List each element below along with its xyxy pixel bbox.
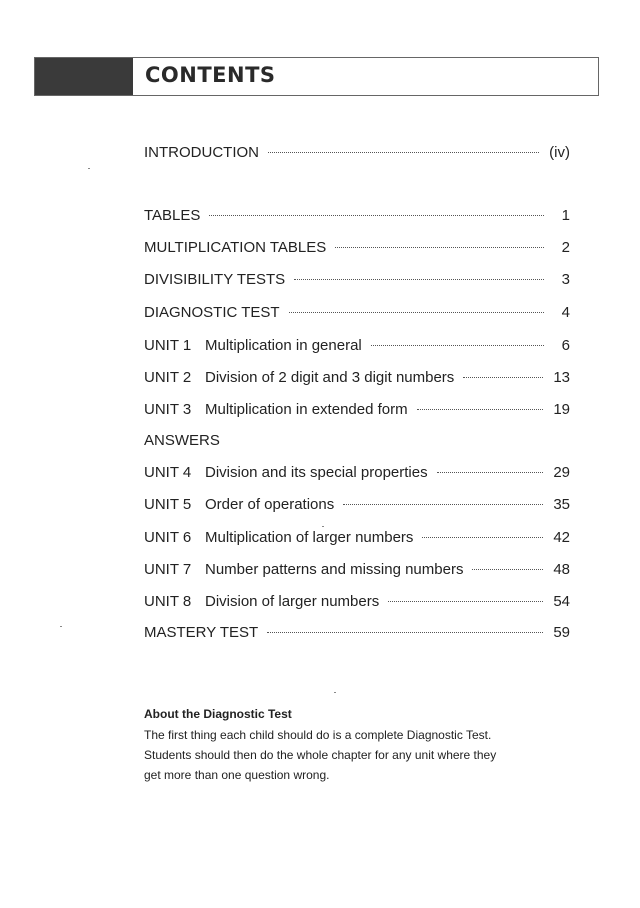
toc-leader-dots: [437, 472, 544, 473]
toc-row: [144, 337, 570, 359]
toc-page-number: 35: [553, 496, 570, 513]
toc-row: [144, 561, 570, 583]
toc-title: DIAGNOSTIC TEST: [144, 304, 280, 321]
toc-row: [144, 369, 570, 391]
toc-leader-dots: [209, 215, 544, 216]
toc-page-number: 4: [561, 304, 570, 321]
toc-row: [144, 593, 570, 615]
toc-page-number: 2: [561, 239, 570, 256]
toc-leader-dots: [417, 409, 544, 410]
header-dark-block: [35, 58, 133, 95]
toc-unit-label: UNIT 3: [144, 401, 192, 418]
scan-speck: [88, 168, 90, 169]
toc-row: [144, 529, 570, 551]
scan-speck: [60, 626, 62, 627]
toc-title: TABLES: [144, 207, 201, 224]
toc-title: Multiplication of larger numbers: [205, 529, 414, 546]
toc-title: Number patterns and missing numbers: [205, 561, 464, 578]
toc-title: Order of operations: [205, 496, 335, 513]
toc-title: ANSWERS: [144, 432, 220, 449]
toc-leader-dots: [343, 504, 543, 505]
toc-leader-dots: [289, 312, 544, 313]
toc-page-number: 29: [553, 464, 570, 481]
toc-leader-dots: [268, 152, 539, 153]
toc-title: Division of 2 digit and 3 digit numbers: [205, 369, 455, 386]
toc-page-number: 48: [553, 561, 570, 578]
toc-leader-dots: [472, 569, 543, 570]
toc-title: MASTERY TEST: [144, 624, 259, 641]
toc-leader-dots: [371, 345, 544, 346]
toc-page-number: 6: [561, 337, 570, 354]
toc-leader-dots: [294, 279, 544, 280]
about-line: Students should then do the whole chapter for any unit where they: [144, 748, 497, 762]
toc-page-number: (iv): [549, 144, 570, 161]
toc-page-number: 19: [553, 401, 570, 418]
toc-leader-dots: [422, 537, 543, 538]
toc-page-number: 54: [553, 593, 570, 610]
toc-row: [144, 144, 570, 166]
toc-page-number: 13: [553, 369, 570, 386]
about-heading: About the Diagnostic Test: [144, 707, 292, 721]
toc-row: [144, 271, 570, 293]
about-body: [144, 725, 524, 785]
toc-title: Division and its special properties: [205, 464, 428, 481]
toc-leader-dots: [335, 247, 544, 248]
toc-leader-dots: [267, 632, 543, 633]
toc-page-number: 59: [553, 624, 570, 641]
toc-unit-label: UNIT 7: [144, 561, 192, 578]
about-line: The first thing each child should do is a complete Diagnostic Test.: [144, 728, 492, 742]
toc-leader-dots: [463, 377, 543, 378]
toc-title: MULTIPLICATION TABLES: [144, 239, 327, 256]
toc-row: [144, 401, 570, 423]
toc-row: [144, 496, 570, 518]
toc-leader-dots: [388, 601, 543, 602]
contents-header: [34, 57, 599, 96]
page-title: CONTENTS: [145, 63, 276, 87]
toc-row: [144, 207, 570, 229]
toc-row: [144, 304, 570, 326]
toc-row: [144, 464, 570, 486]
toc-page-number: 1: [561, 207, 570, 224]
toc-row: [144, 239, 570, 261]
toc-page-number: 42: [553, 529, 570, 546]
toc-title: Multiplication in general: [205, 337, 362, 354]
about-line: get more than one question wrong.: [144, 768, 330, 782]
scan-speck: [334, 692, 336, 693]
toc-title: INTRODUCTION: [144, 144, 259, 161]
toc-unit-label: UNIT 2: [144, 369, 192, 386]
toc-title: Division of larger numbers: [205, 593, 380, 610]
toc-unit-label: UNIT 6: [144, 529, 192, 546]
toc-unit-label: UNIT 5: [144, 496, 192, 513]
about-diagnostic-test: [144, 707, 524, 785]
toc-title: DIVISIBILITY TESTS: [144, 271, 286, 288]
toc-unit-label: UNIT 8: [144, 593, 192, 610]
toc-title: Multiplication in extended form: [205, 401, 408, 418]
toc-unit-label: UNIT 1: [144, 337, 192, 354]
toc-unit-label: UNIT 4: [144, 464, 192, 481]
toc-row: [144, 624, 570, 646]
toc-page-number: 3: [561, 271, 570, 288]
scan-speck: [322, 526, 324, 527]
toc-row: [144, 432, 570, 454]
